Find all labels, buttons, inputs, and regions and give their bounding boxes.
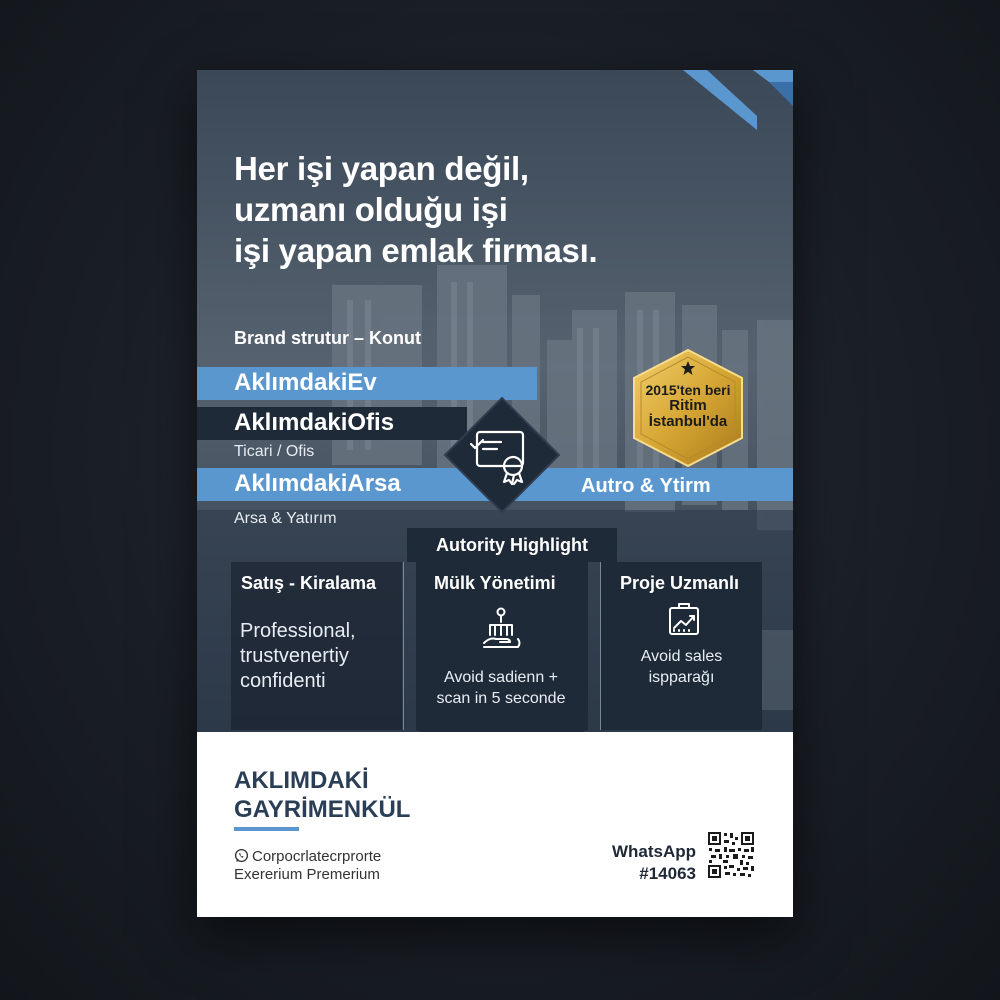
brand-structure-label: Brand strutur – Konut	[234, 328, 421, 348]
service-body-management	[435, 667, 567, 709]
service-body-project-line-1: Avoid sales	[640, 648, 723, 665]
badge-line-2: Ritim	[669, 397, 707, 414]
company-name-line-1: AKLIMDAKİ	[234, 767, 369, 794]
service-body-sales-line-3: confidenti	[240, 670, 326, 692]
tagline-line-2: Exererium Premerium	[234, 866, 380, 883]
service-body-management-line-2: scan in 5 seconde	[436, 690, 566, 707]
footer-panel	[197, 732, 793, 917]
brand-sub-arsa: Arsa & Yatırım	[234, 510, 337, 527]
badge-line-3: İstanbul'da	[648, 413, 728, 430]
tagline	[234, 848, 381, 884]
headline-line-1: Her işi yapan değil,	[234, 150, 529, 187]
service-body-sales-line-2: trustvenertiy	[240, 645, 349, 667]
right-band-label: Autro & Ytirm	[581, 475, 711, 497]
service-body-sales-line-1: Professional,	[240, 620, 356, 642]
service-body-project-line-2: ispparağı	[648, 669, 715, 686]
whatsapp-contact[interactable]	[612, 841, 696, 885]
badge-line-1: 2015'ten beri	[645, 382, 731, 398]
headline-line-3: işi yapan emlak firması.	[234, 232, 598, 269]
qr-code[interactable]	[707, 831, 755, 879]
headline-line-2: uzmanı olduğu işi	[234, 191, 508, 228]
service-body-sales	[240, 619, 356, 694]
corner-accent	[683, 70, 793, 130]
brand-sub-ofis: Ticari / Ofis	[234, 443, 315, 460]
service-title-management: Mülk Yönetimi	[434, 573, 556, 593]
brand-name-ofis: AklımdakiOfis	[234, 409, 395, 436]
service-title-sales: Satış - Kiralama	[241, 573, 377, 593]
star-icon	[680, 360, 696, 376]
whatsapp-number: #14063	[639, 864, 696, 883]
company-name	[234, 766, 410, 824]
service-body-management-line-1: Avoid sadienn +	[443, 669, 558, 686]
brand-name-arsa: AklımdakiArsa	[234, 470, 401, 497]
company-underline	[234, 827, 299, 831]
service-body-project	[617, 646, 746, 688]
headline	[234, 148, 597, 271]
certificate-icon	[443, 396, 561, 514]
tagline-line-1: Corpocrlatecrprorte	[252, 848, 382, 865]
badge-text	[630, 382, 746, 430]
service-title-project: Proje Uzmanlı	[620, 573, 740, 593]
brand-name-ev: AklımdakiEv	[234, 369, 377, 396]
authority-highlight-label: Autority Highlight	[407, 528, 617, 562]
flyer	[197, 70, 793, 917]
project-chart-icon	[665, 600, 703, 638]
property-hand-icon	[478, 605, 524, 651]
company-name-line-2: GAYRİMENKÜL	[234, 796, 411, 823]
whatsapp-label: WhatsApp	[611, 842, 696, 861]
